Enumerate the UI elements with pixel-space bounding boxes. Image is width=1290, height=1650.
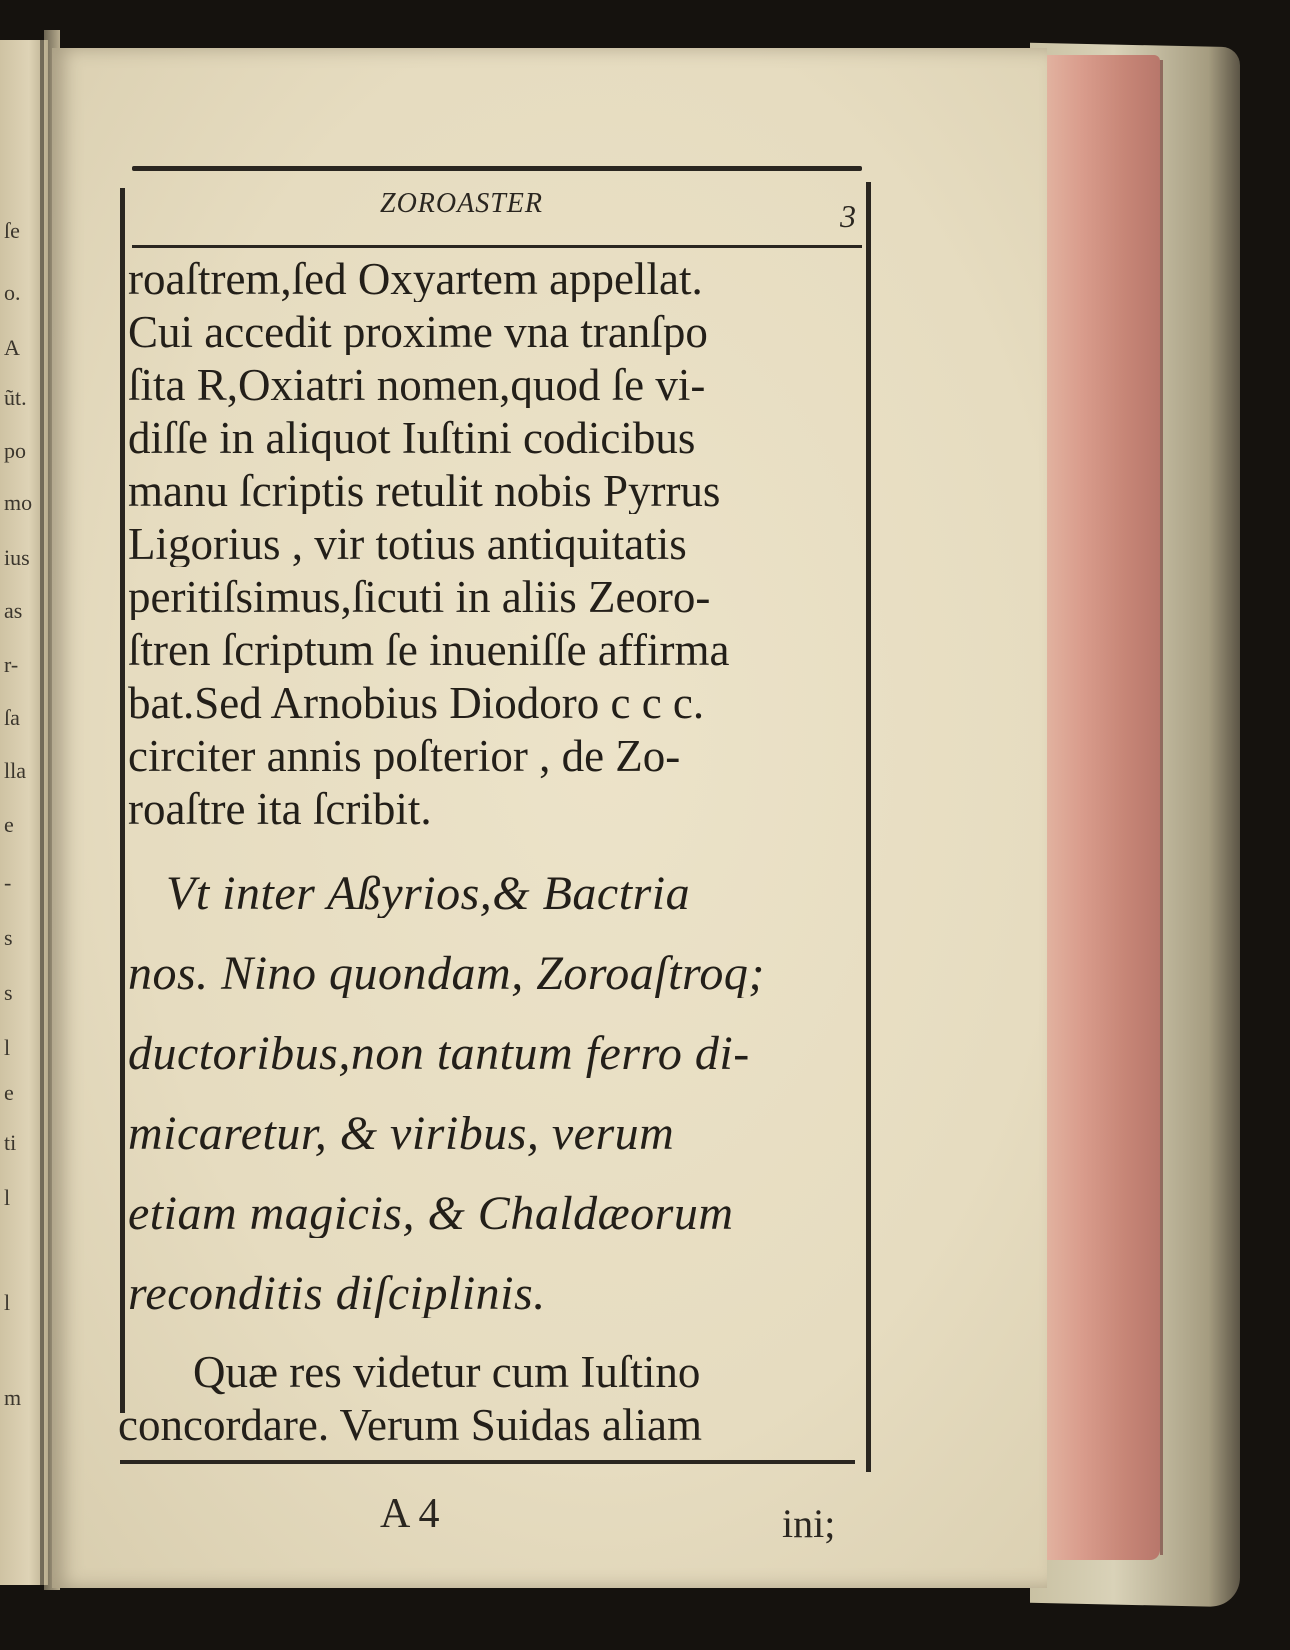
text-line: bat.Sed Arnobius Diodoro c c c.	[128, 681, 705, 726]
text-line: manu ſcriptis retulit nobis Pyrrus	[128, 469, 721, 514]
margin-fragment: m	[4, 1385, 22, 1410]
text-line: ſita R,Oxiatri nomen,quod ſe vi-	[128, 363, 706, 408]
page-number: 3	[840, 198, 856, 234]
header-underline-rule	[132, 245, 862, 248]
text-line: roaſtrem,ſed Oxyartem appellat.	[128, 257, 703, 302]
margin-fragment: lla	[4, 758, 26, 783]
margin-fragment: e	[4, 1080, 14, 1105]
margin-fragment: ſe	[4, 218, 20, 243]
margin-fragment: r-	[4, 652, 19, 677]
page-edge-line	[1160, 60, 1163, 1555]
margin-fragment: ius	[4, 545, 30, 570]
catchword: ini;	[782, 1501, 836, 1546]
margin-fragment: l	[4, 1185, 11, 1210]
quote-line: nos. Nino quondam, Zoroaſtroq;	[128, 950, 765, 998]
signature-mark: A 4	[380, 1491, 440, 1537]
text-line: diſſe in aliquot Iuſtini codicibus	[128, 416, 696, 461]
margin-fragment: -	[4, 870, 12, 895]
margin-fragment: e	[4, 812, 14, 837]
text-line: concordare. Verum Suidas aliam	[118, 1403, 702, 1448]
frame-top-rule	[132, 166, 862, 171]
frame-bottom-rule	[120, 1460, 855, 1464]
margin-fragment: A	[4, 335, 20, 360]
text-line: peritiſsimus,ſicuti in aliis Zeoro-	[128, 575, 711, 620]
running-head: ZOROASTER	[380, 188, 543, 219]
margin-fragment: po	[4, 438, 26, 463]
margin-fragment: s	[4, 980, 13, 1005]
margin-fragment: s	[4, 925, 13, 950]
frame-right-rule	[866, 182, 871, 1472]
margin-fragment: ſa	[4, 705, 20, 730]
text-line: Cui accedit proxime vna tranſpo	[128, 310, 708, 355]
left-page-rule	[40, 40, 44, 1585]
text-line: ſtren ſcriptum ſe inueniſſe affirma	[128, 628, 730, 673]
quote-line: etiam magicis, & Chaldæorum	[128, 1190, 734, 1238]
margin-fragment: l	[4, 1290, 11, 1315]
margin-fragment: l	[4, 1035, 11, 1060]
margin-fragment: o.	[4, 280, 21, 305]
red-page-edges	[1040, 55, 1160, 1560]
margin-fragment: as	[4, 598, 23, 623]
margin-fragment: mo	[4, 490, 33, 515]
text-line: roaſtre ita ſcribit.	[128, 787, 432, 832]
margin-fragment: ti	[4, 1130, 17, 1155]
quote-line: micaretur, & viribus, verum	[128, 1110, 675, 1158]
text-line: Quæ res videtur cum Iuſtino	[193, 1350, 701, 1395]
quote-line: reconditis diſciplinis.	[128, 1270, 546, 1318]
text-line: circiter annis poſterior , de Zo-	[128, 734, 681, 779]
quote-line: ductoribus,non tantum ferro di-	[128, 1030, 750, 1078]
text-line: Ligorius , vir totius antiquitatis	[128, 522, 687, 567]
margin-fragment: ũt.	[4, 385, 27, 410]
quote-line: Vt inter Aßyrios,& Bactria	[166, 870, 691, 918]
frame-left-rule	[120, 188, 125, 1413]
